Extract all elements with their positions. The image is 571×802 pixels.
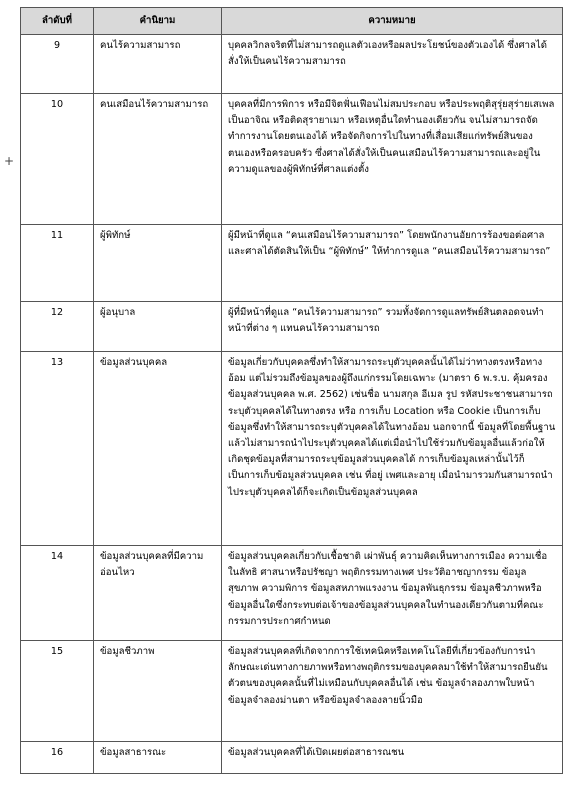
row-term: ข้อมูลส่วนบุคคลที่มีความอ่อนไหว xyxy=(94,546,222,641)
header-number: ลำดับที่ xyxy=(21,8,94,35)
row-meaning: ข้อมูลส่วนบุคคลที่เกิดจากการใช้เทคนิคหรือเทคโนโลยีที่เกี่ยวข้องกับการนำลักษณะเด่นทางกายภาพหรือทางพฤติกรรมของบุคคลมาใช้ทำให้สามารถยืนยันตัวตนของบุคคลนั้นที่ไม่เหมือนกับบุคคลอื่นได้ เช่น ข้อมูลจำลองภาพใบหน้า ข้อมูลจำลองม่านตา หรือข้อมูลจำลองลายนิ้วมือ xyxy=(222,641,563,742)
table-row xyxy=(21,742,563,774)
row-meaning: ผู้มีหน้าที่ดูแล “คนเสมือนไร้ความสามารถ” โดยพนักงานอัยการร้องขอต่อศาล และศาลได้ตัดสินให้เป็น “ผู้พิทักษ์” ให้ทำการดูแล “คนเสมือนไร้ความสามารถ” xyxy=(222,225,563,302)
row-number: 13 xyxy=(21,352,94,546)
row-number: 16 xyxy=(21,742,94,774)
table-row xyxy=(21,546,563,641)
definitions-table xyxy=(20,7,563,774)
row-number: 11 xyxy=(21,225,94,302)
row-meaning: ข้อมูลเกี่ยวกับบุคคลซึ่งทำให้สามารถระบุตัวบุคคลนั้นได้ไม่ว่าทางตรงหรือทางอ้อม แต่ไม่รวมถึงข้อมูลของผู้ถึงแก่กรรมโดยเฉพาะ (มาตรา 6 พ.ร.บ. คุ้มครองข้อมูลส่วนบุคคล พ.ศ. 2562) เช่นชื่อ นามสกุล อีเมล รูป รหัสประชาชนสามารถระบุตัวบุคคลได้ในทางตรง หรือ การเก็บ Location หรือ Cookie เป็นการเก็บข้อมูลซึ่งทำให้สามารถระบุตัวบุคคลได้ในทางอ้อม นอกจากนี้ ข้อมูลที่โดยพื้นฐานแล้วไม่สามารถนำไประบุตัวบุคคลได้แต่เมื่อนำไปใช้ร่วมกับข้อมูลอื่นแล้วก่อให้เกิดชุดข้อมูลที่สามารถระบุข้อมูลส่วนบุคคลได้ การเก็บข้อมูลเหล่านั้นไว้ก็เป็นการเก็บข้อมูลส่วนบุคคล เช่น ที่อยู่ เพศและอายุ เมื่อนำมารวมกันสามารถนำไประบุตัวบุคคลได้ก็จะเกิดเป็นข้อมูลส่วนบุคคล xyxy=(222,352,563,546)
row-meaning: ข้อมูลส่วนบุคคลที่ได้เปิดเผยต่อสาธารณชน xyxy=(222,742,563,774)
row-number: 14 xyxy=(21,546,94,641)
row-meaning: ผู้ที่มีหน้าที่ดูแล “คนไร้ความสามารถ” รวมทั้งจัดการดูแลทรัพย์สินตลอดจนทำหน้าที่ต่าง ๆ แทนคนไร้ความสามารถ xyxy=(222,302,563,352)
table-row xyxy=(21,641,563,742)
margin-plus-mark: + xyxy=(4,154,15,168)
header-meaning: ความหมาย xyxy=(222,8,563,35)
row-number: 15 xyxy=(21,641,94,742)
row-term: ผู้อนุบาล xyxy=(94,302,222,352)
row-term: ผู้พิทักษ์ xyxy=(94,225,222,302)
row-number: 12 xyxy=(21,302,94,352)
row-meaning: บุคคลวิกลจริตที่ไม่สามารถดูแลตัวเองหรือผลประโยชน์ของตัวเองได้ ซึ่งศาลได้สั่งให้เป็นคนไร้ความสามารถ xyxy=(222,35,563,94)
table-header-row xyxy=(21,8,563,35)
table-row xyxy=(21,352,563,546)
table-row xyxy=(21,94,563,225)
table-row xyxy=(21,302,563,352)
row-term: คนไร้ความสามารถ xyxy=(94,35,222,94)
row-meaning: บุคคลที่มีการพิการ หรือมีจิตฟั่นเฟือนไม่สมประกอบ หรือประพฤติสุรุ่ยสุร่ายเสเพลเป็นอาจิณ หรือติดสุรายาเมา หรือเหตุอื่นใดทำนองเดียวกัน จนไม่สามารถจัดทำการงานโดยตนเองได้ หรือจัดกิจการไปในทางที่เสื่อมเสียแก่ทรัพย์สินของตนเองหรือครอบครัว ซึ่งศาลได้สั่งให้เป็นคนเสมือนไร้ความสามารถและอยู่ในความดูแลของผู้พิทักษ์ที่ศาลแต่งตั้ง xyxy=(222,94,563,225)
table-row xyxy=(21,35,563,94)
row-term: ข้อมูลชีวภาพ xyxy=(94,641,222,742)
header-term: คำนิยาม xyxy=(94,8,222,35)
row-meaning: ข้อมูลส่วนบุคคลเกี่ยวกับเชื้อชาติ เผ่าพันธุ์ ความคิดเห็นทางการเมือง ความเชื่อในลัทธิ ศาสนาหรือปรัชญา พฤติกรรมทางเพศ ประวัติอาชญากรรม ข้อมูลสุขภาพ ความพิการ ข้อมูลสหภาพแรงงาน ข้อมูลพันธุกรรม ข้อมูลชีวภาพหรือข้อมูลอื่นใดซึ่งกระทบต่อเจ้าของข้อมูลส่วนบุคคลในทำนองเดียวกันตามที่คณะกรรมการประกาศกำหนด xyxy=(222,546,563,641)
table-row xyxy=(21,225,563,302)
row-term: คนเสมือนไร้ความสามารถ xyxy=(94,94,222,225)
row-term: ข้อมูลสาธารณะ xyxy=(94,742,222,774)
row-term: ข้อมูลส่วนบุคคล xyxy=(94,352,222,546)
row-number: 9 xyxy=(21,35,94,94)
row-number: 10 xyxy=(21,94,94,225)
